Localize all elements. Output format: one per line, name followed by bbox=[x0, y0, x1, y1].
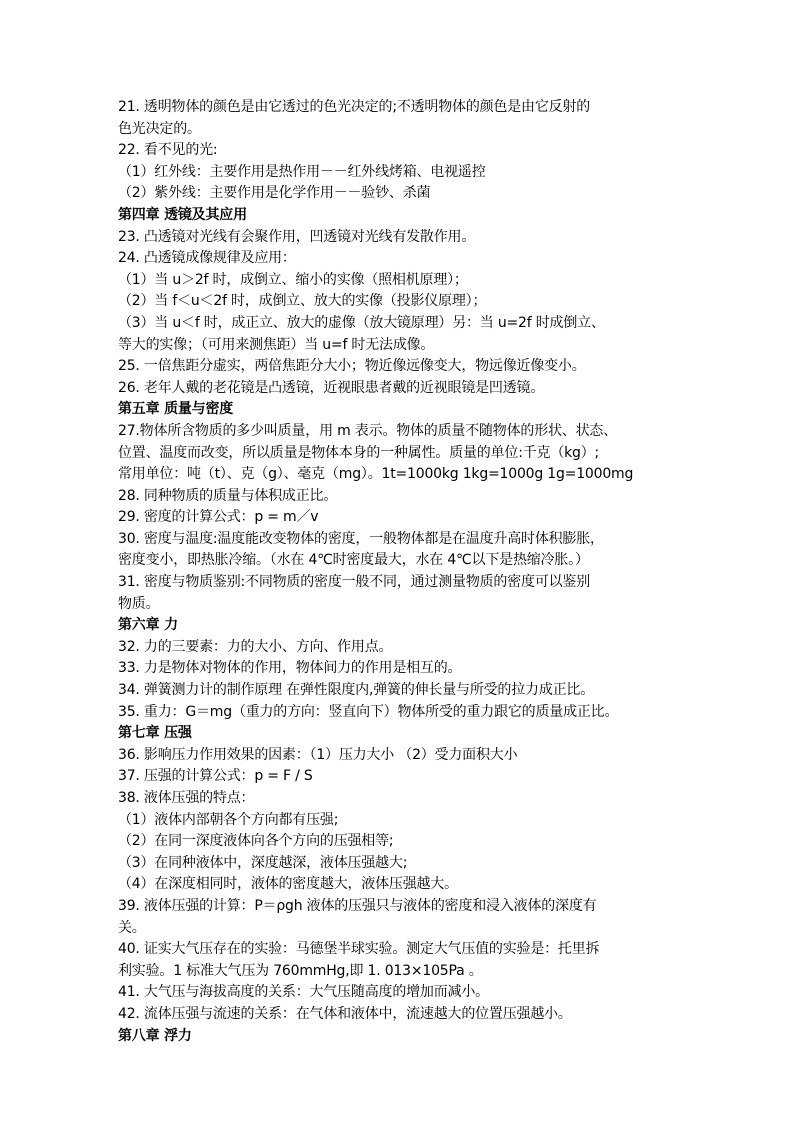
line-21a: 21. 透明物体的颜色是由它透过的色光决定的;不透明物体的颜色是由它反射的 bbox=[118, 99, 591, 115]
line-22: 22. 看不见的光: bbox=[118, 142, 218, 159]
chapter-8-heading: 第八章 浮力 bbox=[118, 1027, 192, 1044]
line-38-4: （4）在深度相同时，液体的密度越大，液体压强越大。 bbox=[118, 876, 458, 893]
line-41: 41. 大气压与海拔高度的关系：大气压随高度的增加而减小。 bbox=[118, 984, 489, 1001]
line-35: 35. 重力：G＝mg（重力的方向：竖直向下）物体所受的重力跟它的质量成正比。 bbox=[118, 703, 619, 720]
line-24-3b: 等大的实像；（可用来测焦距）当 u=f 时无法成像。 bbox=[118, 336, 435, 353]
line-30b: 密度变小，即热胀冷缩。（水在 4℃时密度最大，水在 4℃以下是热缩冷胀。） bbox=[118, 552, 589, 569]
line-38-1: （1）液体内部朝各个方向都有压强; bbox=[118, 811, 339, 828]
line-27b: 位置、温度而改变，所以质量是物体本身的一种属性。质量的单位:千克（kg）; bbox=[118, 444, 600, 461]
chapter-7-heading: 第七章 压强 bbox=[118, 725, 192, 742]
line-24-2: （2）当 f＜u＜2f 时，成倒立、放大的实像（投影仪原理）； bbox=[118, 293, 487, 310]
line-31b: 物质。 bbox=[118, 595, 160, 612]
line-30a: 30. 密度与温度:温度能改变物体的密度，一般物体都是在温度升高时体积膨胀， bbox=[118, 530, 604, 547]
line-24-3a: （3）当 u＜f 时，成正立、放大的虚像（放大镜原理）另：当 u=2f 时成倒立、 bbox=[118, 314, 605, 331]
line-25: 25. 一倍焦距分虚实，两倍焦距分大小；物近像远像变大，物远像近像变小。 bbox=[118, 358, 586, 375]
line-33: 33. 力是物体对物体的作用，物体间力的作用是相互的。 bbox=[118, 660, 462, 677]
chapter-5-heading: 第五章 质量与密度 bbox=[118, 401, 234, 418]
line-23: 23. 凸透镜对光线有会聚作用，凹透镜对光线有发散作用。 bbox=[118, 228, 476, 245]
line-22-1: （1）红外线：主要作用是热作用－－红外线烤箱、电视遥控 bbox=[118, 163, 486, 180]
line-21b: 色光决定的。 bbox=[118, 120, 201, 137]
document-page bbox=[118, 97, 688, 1047]
line-40a: 40. 证实大气压存在的实验：马德堡半球实验。测定大气压值的实验是：托里拆 bbox=[118, 941, 600, 958]
line-32: 32. 力的三要素：力的大小、方向、作用点。 bbox=[118, 638, 393, 655]
line-38-3: （3）在同种液体中，深度越深，液体压强越大; bbox=[118, 854, 408, 871]
line-27a: 27.物体所含物质的多少叫质量，用 m 表示。物体的质量不随物体的形状、状态、 bbox=[118, 422, 618, 439]
line-22-2: （2）紫外线：主要作用是化学作用－－验钞、杀菌 bbox=[118, 185, 431, 202]
line-27c: 常用单位：吨（t）、克（g）、毫克（mg）。1t=1000kg 1kg=1000g 1g=1000mg bbox=[118, 466, 634, 483]
line-28: 28. 同种物质的质量与体积成正比。 bbox=[118, 487, 338, 504]
line-24: 24. 凸透镜成像规律及应用： bbox=[118, 250, 296, 267]
line-24-1: （1）当 u＞2f 时，成倒立、缩小的实像（照相机原理）； bbox=[118, 271, 468, 288]
line-36: 36. 影响压力作用效果的因素：（1）压力大小 （2）受力面积大小 bbox=[118, 746, 518, 763]
line-42: 42. 流体压强与流速的关系：在气体和液体中，流速越大的位置压强越小。 bbox=[118, 1005, 572, 1022]
line-38-2: （2）在同一深度液体向各个方向的压强相等; bbox=[118, 833, 394, 850]
line-34: 34. 弹簧测力计的制作原理 在弹性限度内,弹簧的伸长量与所受的拉力成正比。 bbox=[118, 682, 595, 699]
chapter-6-heading: 第六章 力 bbox=[118, 617, 178, 634]
line-29: 29. 密度的计算公式：p = m／v bbox=[118, 509, 319, 526]
line-38: 38. 液体压强的特点： bbox=[118, 790, 255, 806]
line-37: 37. 压强的计算公式：p = F / S bbox=[118, 768, 313, 785]
line-39a: 39. 液体压强的计算：P＝ρgh 液体的压强只与液体的密度和浸入液体的深度有 bbox=[118, 897, 597, 914]
line-26: 26. 老年人戴的老花镜是凸透镜，近视眼患者戴的近视眼镜是凹透镜。 bbox=[118, 379, 545, 396]
line-39b: 关。 bbox=[118, 919, 146, 936]
chapter-4-heading: 第四章 透镜及其应用 bbox=[118, 206, 247, 223]
line-40b: 利实验。1 标准大气压为 760mmHg,即 1. 013×105Pa 。 bbox=[118, 962, 483, 979]
line-31a: 31. 密度与物质鉴别:不同物质的密度一般不同，通过测量物质的密度可以鉴别 bbox=[118, 574, 591, 591]
